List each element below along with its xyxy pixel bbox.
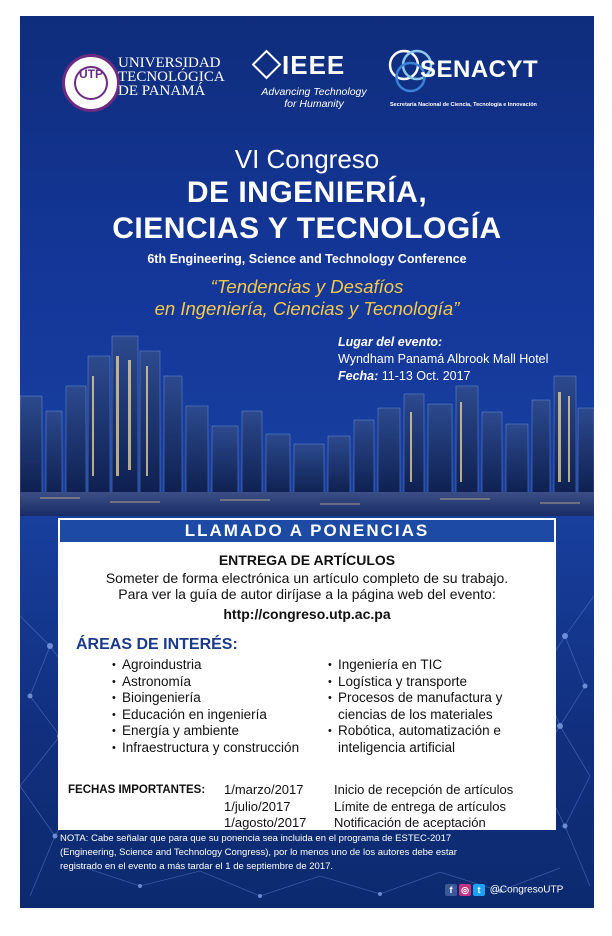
senacyt-subtitle: Secretaría Nacional de Ciencia, Tecnología e Innovación [390,102,537,108]
utp-name-line1: UNIVERSIDAD [118,55,221,71]
area-item: • Logística y transporte [328,674,502,691]
area-item: • Infraestructura y construcción [112,740,299,757]
english-subtitle: 6th Engineering, Science and Technology Conference [147,252,467,266]
utp-name-line2: TECNOLÓGICA [118,69,225,85]
area-item: • Ingeniería en TIC [328,657,502,674]
social-links [445,884,585,900]
ieee-wordmark: IEEE [282,50,346,80]
utp-name-line3: DE PANAMÁ [118,83,206,99]
submission-line-2: Para ver la guía de autor diríjase a la página web del evento: [118,586,496,602]
ieee-tagline-line1: Advancing Technology [261,86,367,98]
senacyt-logo [386,46,576,112]
date-description: Notificación de aceptación [334,815,486,830]
venue-info [338,334,548,385]
areas-title: ÁREAS DE INTERÉS: [76,636,238,653]
theme-line-2: en Ingeniería, Ciencias y Tecnología” [154,298,460,319]
title-line-2: CIENCIAS Y TECNOLOGÍA [112,212,502,245]
date-label: Fecha: [338,369,379,383]
utp-logo-text [118,56,225,98]
utp-seal-mark: UTP [79,67,103,81]
submission-line-1: Someter de forma electrónica un artículo completo de su trabajo. [105,570,509,586]
important-dates-title: FECHAS IMPORTANTES: [68,784,206,796]
date-value: 1/julio/2017 [224,798,291,814]
event-website-link[interactable]: http://congreso.utp.ac.pa [223,606,391,622]
ieee-diamond-icon [252,50,282,80]
instagram-icon[interactable]: ◎ [459,884,471,896]
congress-edition: VI Congreso [234,144,380,174]
ieee-logo [252,48,376,128]
registration-note [60,832,560,874]
date-description: Inicio de recepción de artículos [334,782,514,797]
poster [20,16,594,908]
date-description: Límite de entrega de artículos [334,798,506,814]
area-item: • Bioingeniería [112,690,299,707]
event-date: 11-13 Oct. 2017 [381,369,471,383]
utp-seal-logo [62,54,120,112]
note-line-3: registrado en el evento a más tardar el 1 de septiembre de 2017. [60,861,334,872]
twitter-icon[interactable]: t [473,884,485,896]
facebook-icon[interactable]: f [445,884,457,896]
area-item: • Robótica, automatización e [328,723,502,740]
ieee-tagline-line2: for Humanity [284,98,344,110]
area-item: • Energía y ambiente [112,723,299,740]
area-item-continuation: inteligencia artificial [338,739,456,755]
area-item: • Procesos de manufactura y [328,690,502,707]
conference-theme [20,276,594,320]
important-dates-descriptions [334,782,513,832]
area-item: • Educación en ingeniería [112,707,299,724]
areas-list-left [112,657,299,756]
area-item: • Agroindustria [112,657,299,674]
title-line-1: DE INGENIERÍA, [186,176,428,209]
senacyt-wordmark: SENACYT [420,56,539,83]
note-line-1: NOTA: Cabe señalar que para que su ponencia sea incluida en el programa de ESTEC-2017 [60,833,452,844]
date-value: 1/marzo/2017 [224,782,304,797]
ieee-tagline [252,86,376,110]
venue-name: Wyndham Panamá Albrook Mall Hotel [338,352,549,366]
area-item: • Astronomía [112,674,299,691]
social-handle[interactable]: @CongresoUTP [489,884,564,896]
area-item-continuation: ciencias de los materiales [338,706,493,722]
submission-title: ENTREGA DE ARTÍCULOS [218,552,396,568]
venue-label: Lugar del evento: [338,335,443,349]
areas-list-right [328,657,502,756]
important-dates-list [224,782,306,832]
call-for-papers-banner: LLAMADO A PONENCIAS [58,518,556,544]
note-line-2: (Engineering, Science and Technology Congress), por lo menos uno de los autores debe estar [60,847,457,858]
submission-instructions [58,570,556,602]
date-value: 1/agosto/2017 [224,815,307,830]
theme-line-1: “Tendencias y Desafíos [210,276,404,297]
